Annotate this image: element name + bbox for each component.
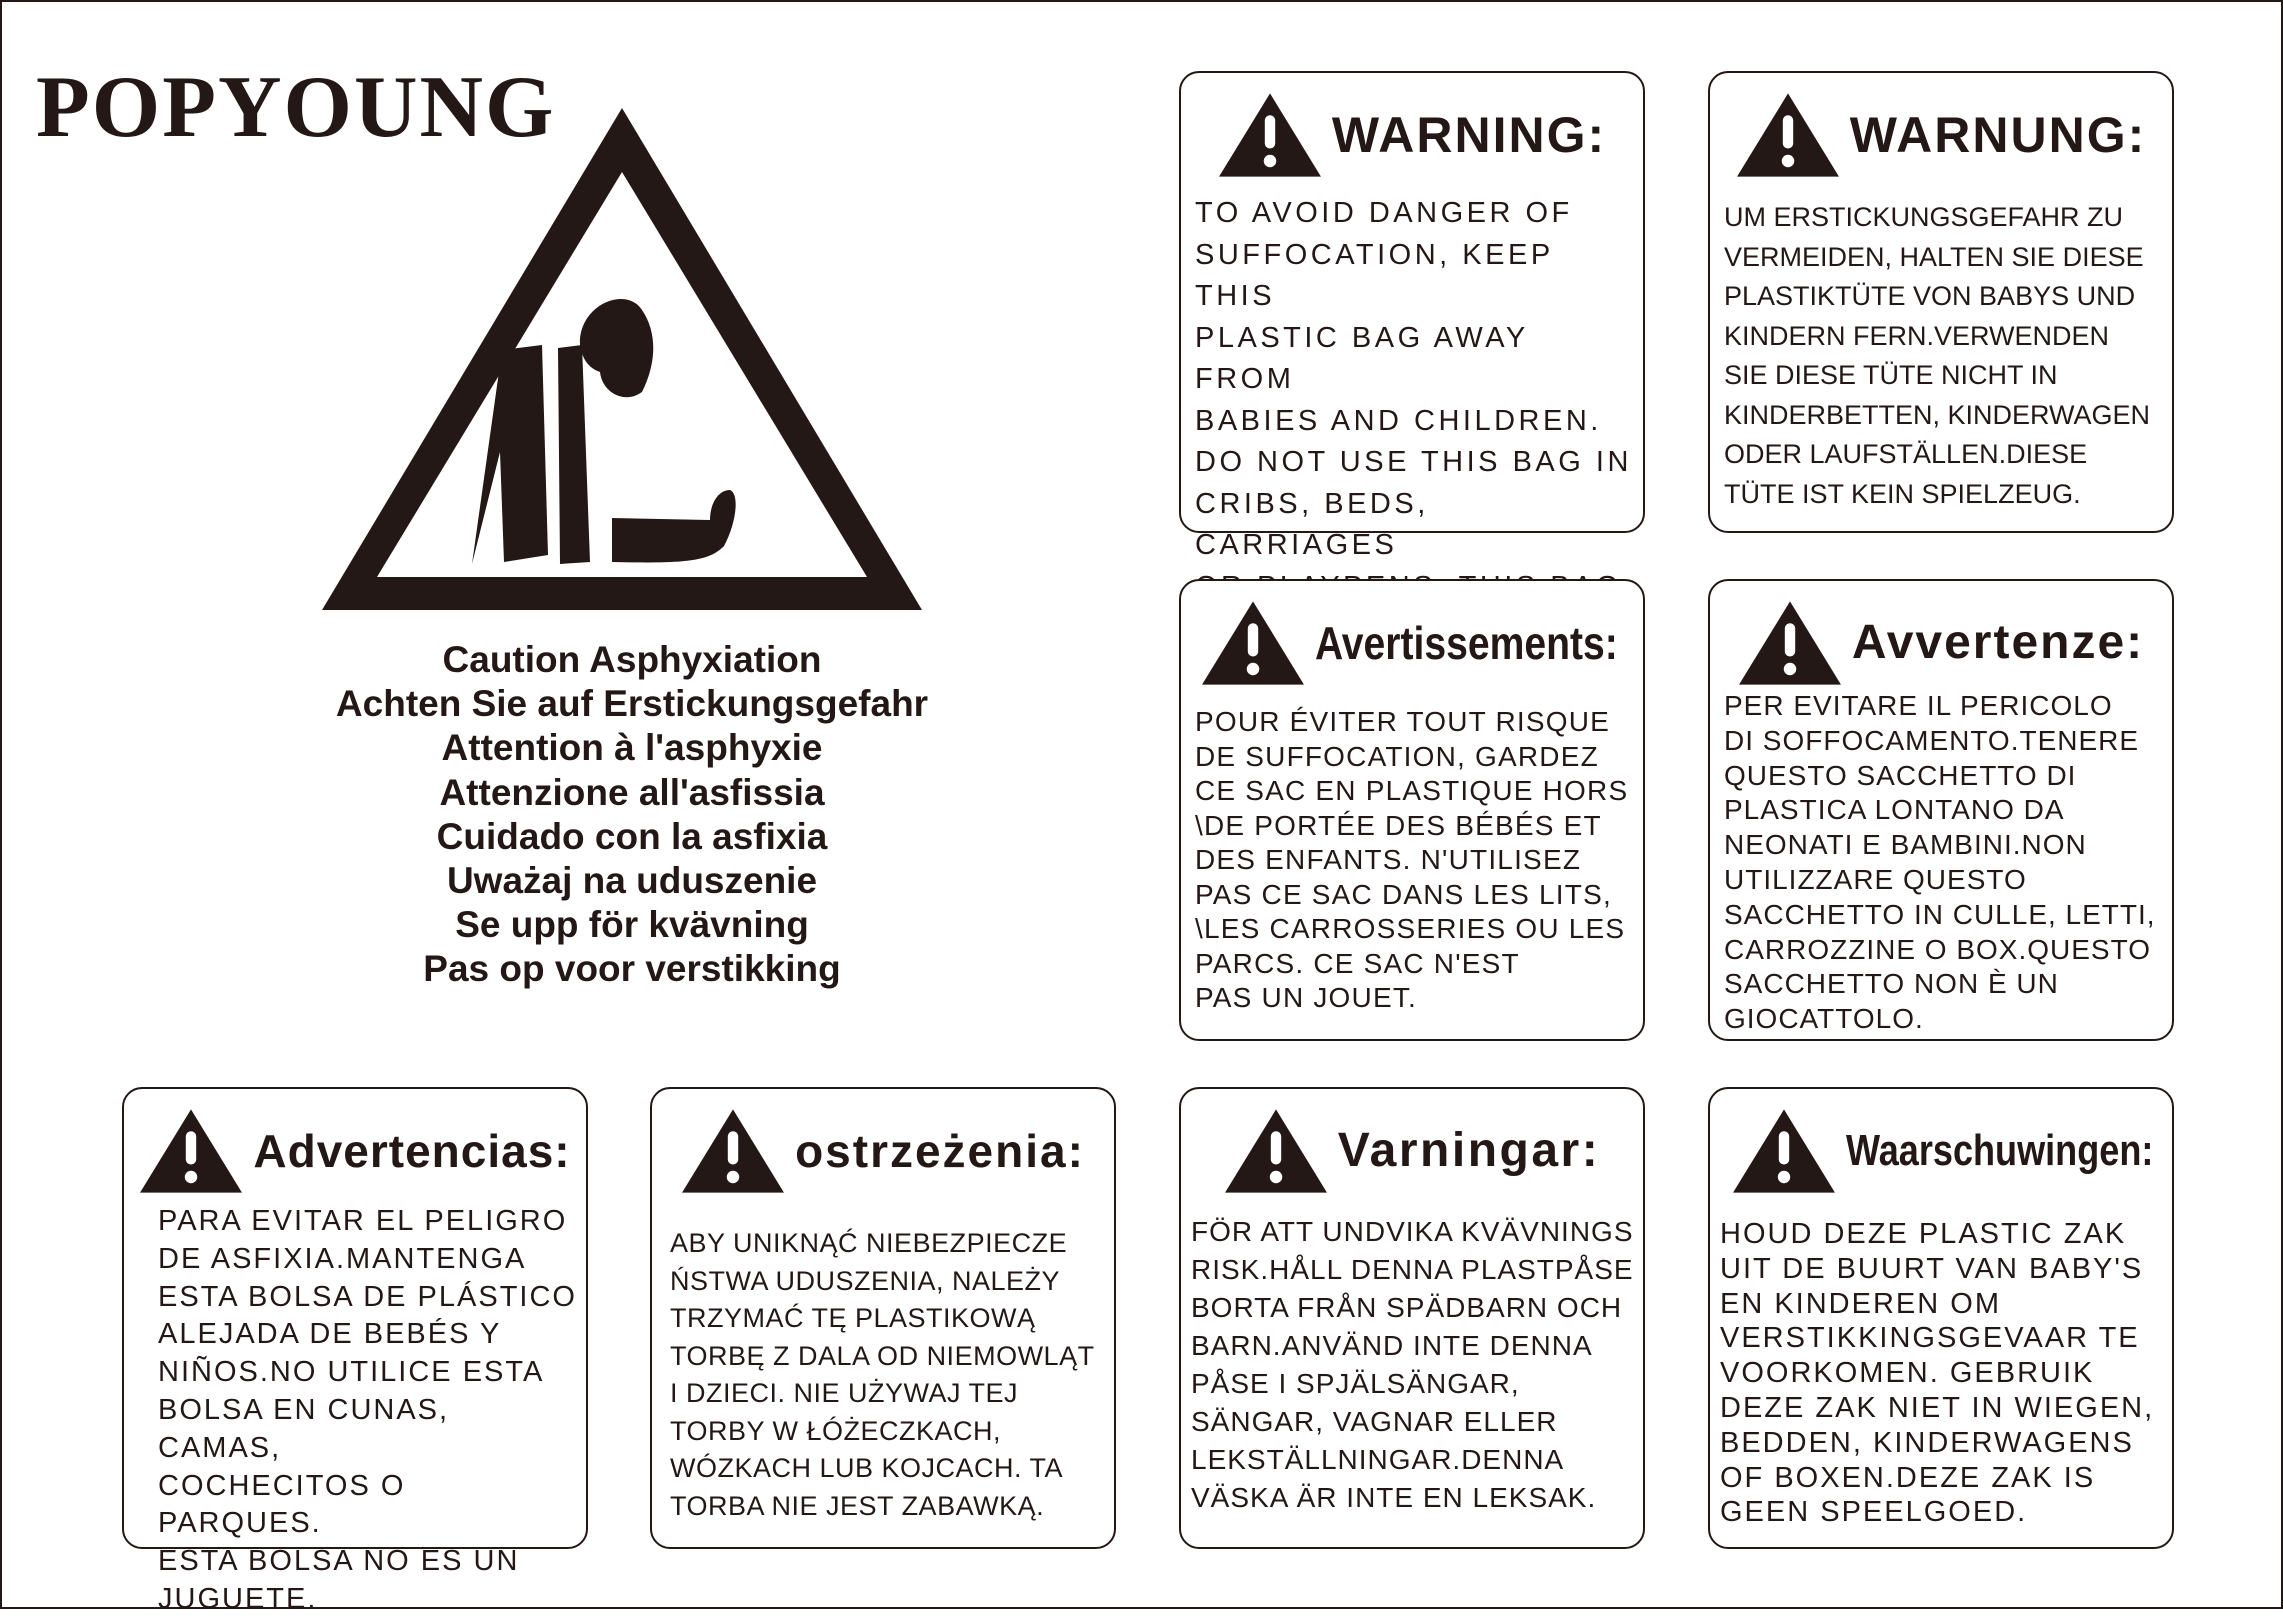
exclamation-triangle-icon	[1738, 600, 1842, 686]
card-title: Avertissements:	[1314, 617, 1618, 669]
asphyxiation-warning-icon	[312, 100, 932, 620]
exclamation-triangle-icon	[681, 1108, 785, 1194]
card-title: WARNUNG:	[1849, 107, 2147, 163]
exclamation-triangle-icon	[1224, 1108, 1328, 1194]
caption-line: Pas op voor verstikking	[423, 948, 841, 990]
exclamation-triangle-icon	[1732, 1108, 1836, 1194]
caption-line: Caution Asphyxiation	[442, 639, 822, 680]
caption-line: Se upp för kvävning	[455, 904, 809, 946]
card-title: ostrzeżenia:	[795, 1125, 1085, 1177]
card-text: HOUD DEZE PLASTIC ZAK UIT DE BUURT VAN BABY'S EN KINDEREN OM VERSTIKKINGSGEVAAR TE VOORKOMEN. GEBRUIK DEZE ZAK NIET IN WIEGEN, BEDDEN, KINDERWAGENS OF BOXEN.DEZE ZAK IS GEEN SPEELGOED.	[1720, 1218, 2155, 1529]
warning-card-english	[1179, 71, 1645, 561]
warning-card-dutch	[1708, 1087, 2174, 1549]
caption-line: Attention à l'asphyxie	[441, 727, 823, 769]
card-text: PER EVITARE IL PERICOLO DI SOFFOCAMENTO.TENERE QUESTO SACCHETTO DI PLASTICA LONTANO DA NEONATI E BAMBINI.NON UTILIZZARE QUESTO SACCHETTO IN CULLE, LETTI, CARROZZINE O BOX.QUESTO SACCHETTO NON È UN GIOCATTOLO.	[1724, 690, 2156, 1035]
warning-card-german	[1708, 71, 2174, 533]
card-title: Varningar:	[1337, 1124, 1601, 1177]
caption-line: Uważaj na uduszenie	[446, 860, 818, 902]
card-text: UM ERSTICKUNGSGEFAHR ZU VERMEIDEN, HALTEN SIE DIESE PLASTIKTÜTE VON BABYS UND KINDERN FERN.VERWENDEN SIE DIESE TÜTE NICHT IN KINDERBETTEN, KINDERWAGEN ODER LAUFSTÄLLEN.DIESE TÜTE IST KEIN SPIELZEUG.	[1724, 202, 2151, 509]
warning-card-swedish	[1179, 1087, 1645, 1549]
warning-card-polish	[650, 1087, 1116, 1549]
caption-line: Attenzione all'asfissia	[439, 771, 825, 813]
card-text: FÖR ATT UNDVIKA KVÄVNINGS RISK.HÅLL DENNA PLASTPÅSE BORTA FRÅN SPÄDBARN OCH BARN.ANVÄND INTE DENNA PÅSE I SPJÄLSÄNGAR, SÄNGAR, VAGNAR ELLER LEKSTÄLLNINGAR.DENNA VÄSKA ÄR INTE EN LEKSAK.	[1191, 1216, 1634, 1513]
card-title: Waarschuwingen:	[1845, 1126, 2153, 1175]
exclamation-triangle-icon	[1218, 92, 1322, 178]
card-title: Avvertenze:	[1851, 616, 2145, 669]
exclamation-triangle-icon	[1736, 92, 1840, 178]
exclamation-triangle-icon	[1201, 600, 1305, 686]
card-text: TO AVOID DANGER OF SUFFOCATION, KEEP THIS PLASTIC BAG AWAY FROM BABIES AND CHILDREN. DO NOT USE THIS BAG IN CRIBS, BEDS, CARRIAGES	[1195, 197, 1632, 561]
exclamation-triangle-icon	[139, 1108, 243, 1194]
card-text: POUR ÉVITER TOUT RISQUE DE SUFFOCATION, GARDEZ CE SAC EN PLASTIQUE HORS \DE PORTÉE DES BÉBÉS ET DES ENFANTS. N'UTILISEZ PAS CE SAC DANS LES LITS, \LES CARROSSERIES OU LES PARCS. CE SAC N'EST PAS UN JOUET.	[1195, 706, 1629, 1013]
card-text: PARA EVITAR EL PELIGRO DE ASFIXIA.MANTENGA ESTA BOLSA DE PLÁSTICO ALEJADA DE BEBÉS Y NIÑOS.NO UTILICE ESTA BOLSA EN CUNAS, CAMAS, COCHECITOS O PARQUES. ESTA BOLSA NO ES UN JUGUETE.	[158, 1205, 577, 1615]
card-title: WARNING:	[1331, 107, 1607, 163]
card-text: ABY UNIKNĄĆ NIEBEZPIECZE ŃSTWA UDUSZENIA, NALEŻY TRZYMAĆ TĘ PLASTIKOWĄ TORBĘ Z DALA OD NIEMOWLĄT I DZIECI. NIE UŻYWAJ TEJ TORBY W ŁÓŻECZKACH, WÓZKACH LUB KOJCACH. TA TORBA NIE JEST ZABAWKĄ.	[670, 1228, 1095, 1521]
caption-line: Cuidado con la asfixia	[436, 815, 828, 857]
warning-card-spanish	[122, 1087, 588, 1615]
warning-card-italian	[1708, 579, 2174, 1041]
caption-line: Achten Sie auf Erstickungsgefahr	[335, 683, 929, 725]
brand-logo: POPYOUNG	[36, 59, 556, 156]
caution-caption	[242, 638, 1022, 992]
card-title: Advertencias:	[253, 1125, 571, 1177]
warning-card-french	[1179, 579, 1645, 1041]
